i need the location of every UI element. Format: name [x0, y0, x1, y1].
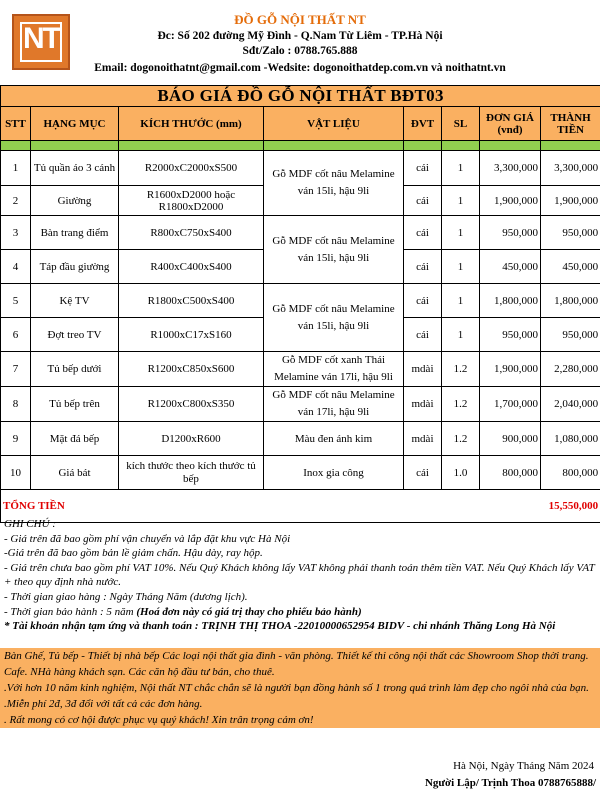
material-cell: Gỗ MDF cốt nâu Melamine ván 15li, hậu 9li	[264, 151, 404, 216]
notes-section: GHI CHÚ : - Giá trên đã bao gồm phí vận chuyển và lắp đặt khu vực Hà Nội -Giá trên đã bao gồm bản lề giảm chấn. Hậu dày, ray hộp. - Giá trên chưa bao gồm phí VAT 10%. Nếu Quý Khách không lấy VAT không phải thanh toán thêm tiền VAT. Nếu Quý Khách lấy VAT + theo quy định nhà nước. - Thời gian giao hàng : Ngày Tháng Năm (dương lịch). - Thời gian bảo hành : 5 năm (Hoá đơn này có giá trị thay cho phiếu bảo hành) * Tài khoản nhận tạm ứng và thanh toán : TRỊNH THỊ THOA -22010000652954 BIDV - chi nhánh Thăng Long Hà Nội	[0, 517, 600, 633]
table-row: 1 Tủ quần áo 3 cánh R2000xC2000xS500 Gỗ MDF cốt nâu Melamine ván 15li, hậu 9li cái 1 3,300,000 3,300,000	[1, 151, 600, 186]
material-cell: Gỗ MDF cốt nâu Melamine ván 15li, hậu 9li	[264, 216, 404, 284]
table-row: 2 Giường R1600xD2000 hoặc R1800xD2000 cái 1 1,900,000 1,900,000	[1, 186, 600, 216]
col-header-item: HẠNG MỤC	[31, 107, 119, 141]
table-row: 7 Tủ bếp dưới R1200xC850xS600 Gỗ MDF cốt xanh Thái Melamine ván 17li, hậu 9li mdài 1.2 1,900,000 2,280,000	[1, 352, 600, 387]
col-header-size: KÍCH THƯỚC (mm)	[119, 107, 264, 141]
table-row: 6 Đợt treo TV R1000xC17xS160 cái 1 950,000 950,000	[1, 318, 600, 352]
company-email: Email: dogonoithatnt@gmail.com -Wedsite: dogonoithatdep.com.vn và noithatnt.vn	[94, 62, 506, 74]
table-row: 9 Mặt đá bếp D1200xR600 Màu đen ánh kim mdài 1.2 900,000 1,080,000	[1, 422, 600, 456]
total-label: TỔNG TIỀN	[1, 490, 119, 523]
table-row: 10 Giá bát kích thước theo kích thước tủ bếp Inox gia công cái 1.0 800,000 800,000	[1, 456, 600, 490]
col-header-qty: SL	[442, 107, 480, 141]
col-header-stt: STT	[1, 107, 31, 141]
notes-title: GHI CHÚ :	[4, 518, 56, 530]
table-row: 8 Tủ bếp trên R1200xC800xS350 Gỗ MDF cốt nâu Melamine ván 17li, hậu 9li mdài 1.2 1,700,000 2,040,000	[1, 387, 600, 422]
document-header	[0, 0, 600, 82]
company-phone: Sđt/Zalo : 0788.765.888	[242, 45, 358, 57]
quote-title: BÁO GIÁ ĐỒ GỖ NỘI THẤT BĐT03	[1, 86, 600, 107]
material-cell: Gỗ MDF cốt nâu Melamine ván 15li, hậu 9li	[264, 284, 404, 352]
table-row: 4 Táp đầu giường R400xC400xS400 cái 1 450,000 450,000	[1, 250, 600, 284]
company-logo: NT	[12, 14, 70, 70]
table-row: 3 Bàn trang điểm R800xC750xS400 Gỗ MDF cốt nâu Melamine ván 15li, hậu 9li cái 1 950,000 950,000	[1, 216, 600, 250]
total-value: 15,550,000	[541, 490, 600, 523]
table-row: 5 Kệ TV R1800xC500xS400 Gỗ MDF cốt nâu Melamine ván 15li, hậu 9li cái 1 1,800,000 1,800,000	[1, 284, 600, 318]
signer-line: Người Lập/ Trịnh Thoa 0788765888/	[424, 777, 596, 789]
col-header-material: VẬT LIỆU	[264, 107, 404, 141]
promo-section: Bàn Ghế, Tủ bếp - Thiết bị nhà bếp Các loại nội thất gia đình - văn phòng. Thiết kế thi công nội thất các Showroom Shop thời trang. Cafe. NHà hàng khách sạn. Các căn hộ đầu tư bán, cho thuê. .Với hơn 10 năm kinh nghiệm, Nội thất NT chắc chắn sẽ là người bạn đồng hành số 1 trong quá trình làm đẹp cho ngôi nhà của bạn. .Miễn phí 2đ, 3đ đổi với tất cả các đơn hàng. . Rất mong có cơ hội được phục vụ quý khách! Xin trân trọng cảm ơn!	[0, 648, 600, 728]
bank-account-note: * Tài khoản nhận tạm ứng và thanh toán : TRỊNH THỊ THOA -22010000652954 BIDV - chi nhánh Thăng Long Hà Nội	[4, 620, 556, 633]
col-header-price: ĐƠN GIÁ (vnđ)	[480, 107, 541, 141]
document-date: Hà Nội, Ngày Tháng Năm 2024	[453, 760, 594, 772]
col-header-amount: THÀNH TIỀN	[541, 107, 600, 141]
company-address: Đc: Số 202 đường Mỹ Đình - Q.Nam Từ Liêm - TP.Hà Nội	[157, 30, 443, 42]
col-header-unit: ĐVT	[404, 107, 442, 141]
company-name: ĐỒ GỖ NỘI THẤT NT	[234, 12, 366, 27]
quote-table	[0, 85, 600, 523]
